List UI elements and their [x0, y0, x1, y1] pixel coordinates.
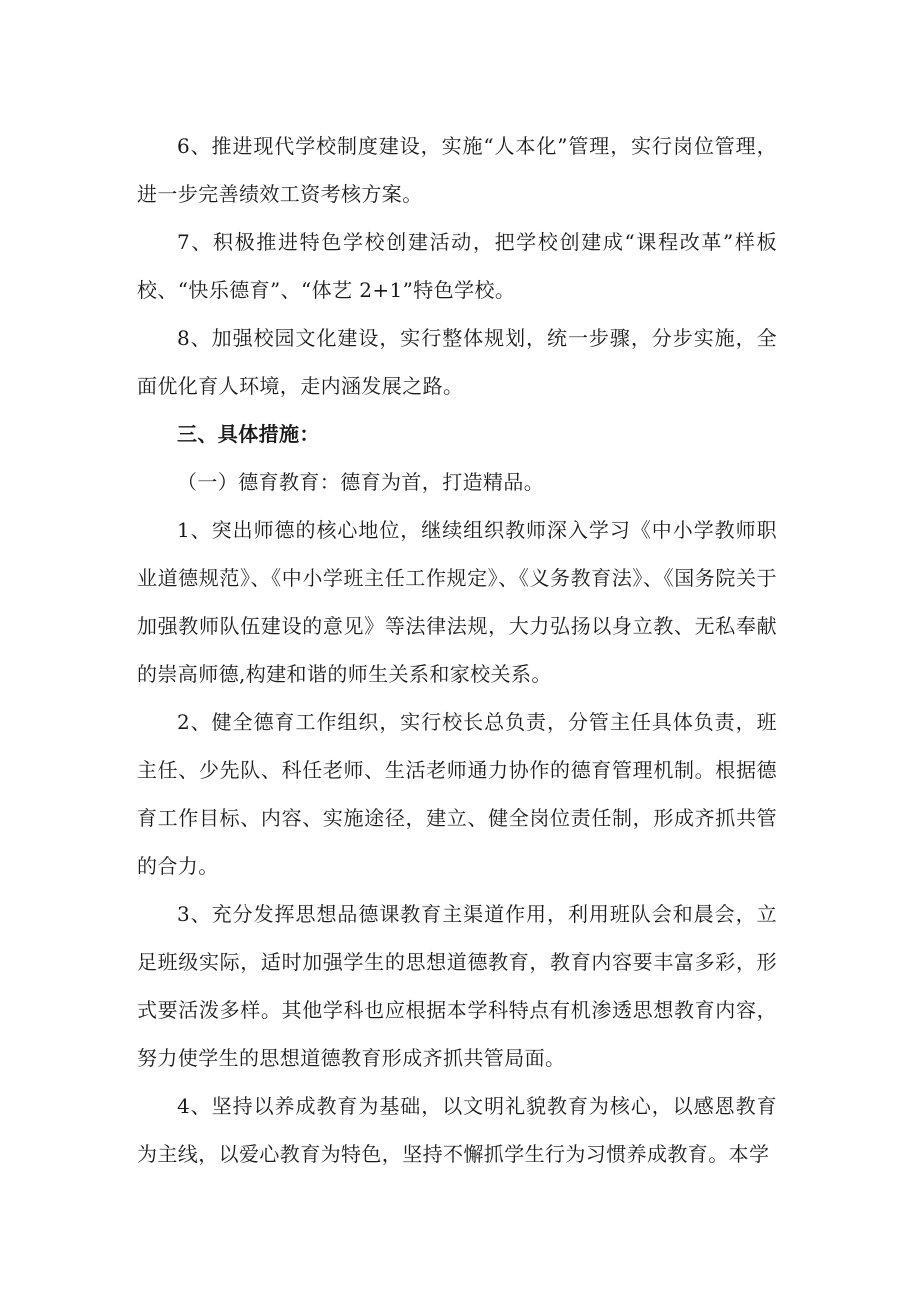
paragraph-item-7: 7、积极推进特色学校创建活动，把学校创建成“课程改革”样板校、“快乐德育”、“体艺 2+1”特色学校。 [137, 230, 777, 302]
paragraph-measure-2: 2、健全德育工作组织，实行校长总负责，分管主任具体负责，班主任、少先队、科任老师、生活老师通力协作的德育管理机制。根据德育工作目标、内容、实施途径，建立、健全岗位责任制，形成齐抓共管的合力。 [137, 710, 777, 878]
subsection-heading-moral-education: （一）德育教育：德育为首，打造精品。 [177, 470, 545, 494]
paragraph-item-6: 6、推进现代学校制度建设，实施“人本化”管理，实行岗位管理，进一步完善绩效工资考核方案。 [137, 134, 777, 206]
paragraph-measure-4: 4、坚持以养成教育为基础，以文明礼貌教育为核心，以感恩教育为主线，以爱心教育为特色，坚持不懈抓学生行为习惯养成教育。本学 [137, 1094, 777, 1166]
paragraph-measure-3: 3、充分发挥思想品德课教育主渠道作用，利用班队会和晨会，立足班级实际，适时加强学生的思想道德教育，教育内容要丰富多彩，形式要活泼多样。其他学科也应根据本学科特点有机渗透思想教育内容，努力使学生的思想道德教育形成齐抓共管局面。 [137, 902, 777, 1070]
document-body [137, 122, 777, 1178]
section-heading-measures: 三、具体措施： [177, 422, 320, 446]
paragraph-item-8: 8、加强校园文化建设，实行整体规划，统一步骤，分步实施，全面优化育人环境，走内涵发展之路。 [137, 326, 777, 398]
paragraph-measure-1: 1、突出师德的核心地位，继续组织教师深入学习《中小学教师职业道德规范》、《中小学班主任工作规定》、《义务教育法》、《国务院关于加强教师队伍建设的意见》等法律法规，大力弘扬以身立教、无私奉献的崇高师德,构建和谐的师生关系和家校关系。 [137, 518, 777, 686]
